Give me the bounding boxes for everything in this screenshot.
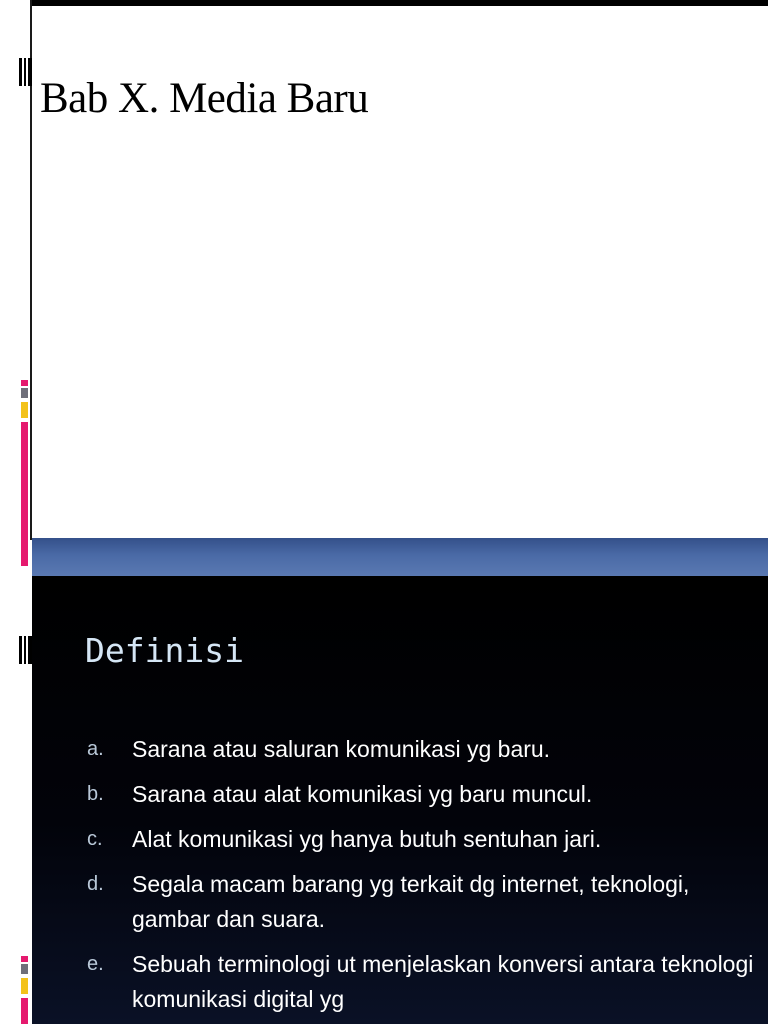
slide-title: Bab X. Media Baru (40, 75, 369, 122)
slide-bottom-band (32, 538, 768, 576)
list-item (87, 822, 767, 857)
list-marker: e. (87, 953, 104, 975)
list-item-text: Segala macam barang yg terkait dg internet, teknologi, gambar dan suara. (132, 871, 690, 932)
list-item-text: Sarana atau alat komunikasi yg baru muncul. (132, 781, 593, 807)
list-item-text: Alat komunikasi yg hanya butuh sentuhan jari. (132, 826, 602, 852)
definition-list (87, 732, 767, 1024)
slide-1-color-ticks (21, 380, 28, 566)
list-marker: d. (87, 873, 104, 895)
list-item-text: Sarana atau saluran komunikasi yg baru. (132, 736, 551, 762)
slide-2-marker-icon[interactable] (19, 636, 32, 664)
list-item (87, 947, 767, 1017)
slide-2[interactable] (32, 576, 768, 1024)
list-item (87, 867, 767, 937)
list-item (87, 732, 767, 767)
slide-1-marker-icon[interactable] (19, 58, 32, 86)
slide-2-color-ticks (21, 956, 28, 1024)
list-marker: c. (87, 828, 103, 850)
slide-heading: Definisi (85, 631, 244, 670)
list-item (87, 777, 767, 812)
list-marker: a. (87, 738, 104, 760)
list-marker: b. (87, 783, 104, 805)
slide-top-bar (30, 0, 768, 6)
list-item-text: Sebuah terminologi ut menjelaskan konversi antara teknologi komunikasi digital yg (132, 951, 754, 1012)
